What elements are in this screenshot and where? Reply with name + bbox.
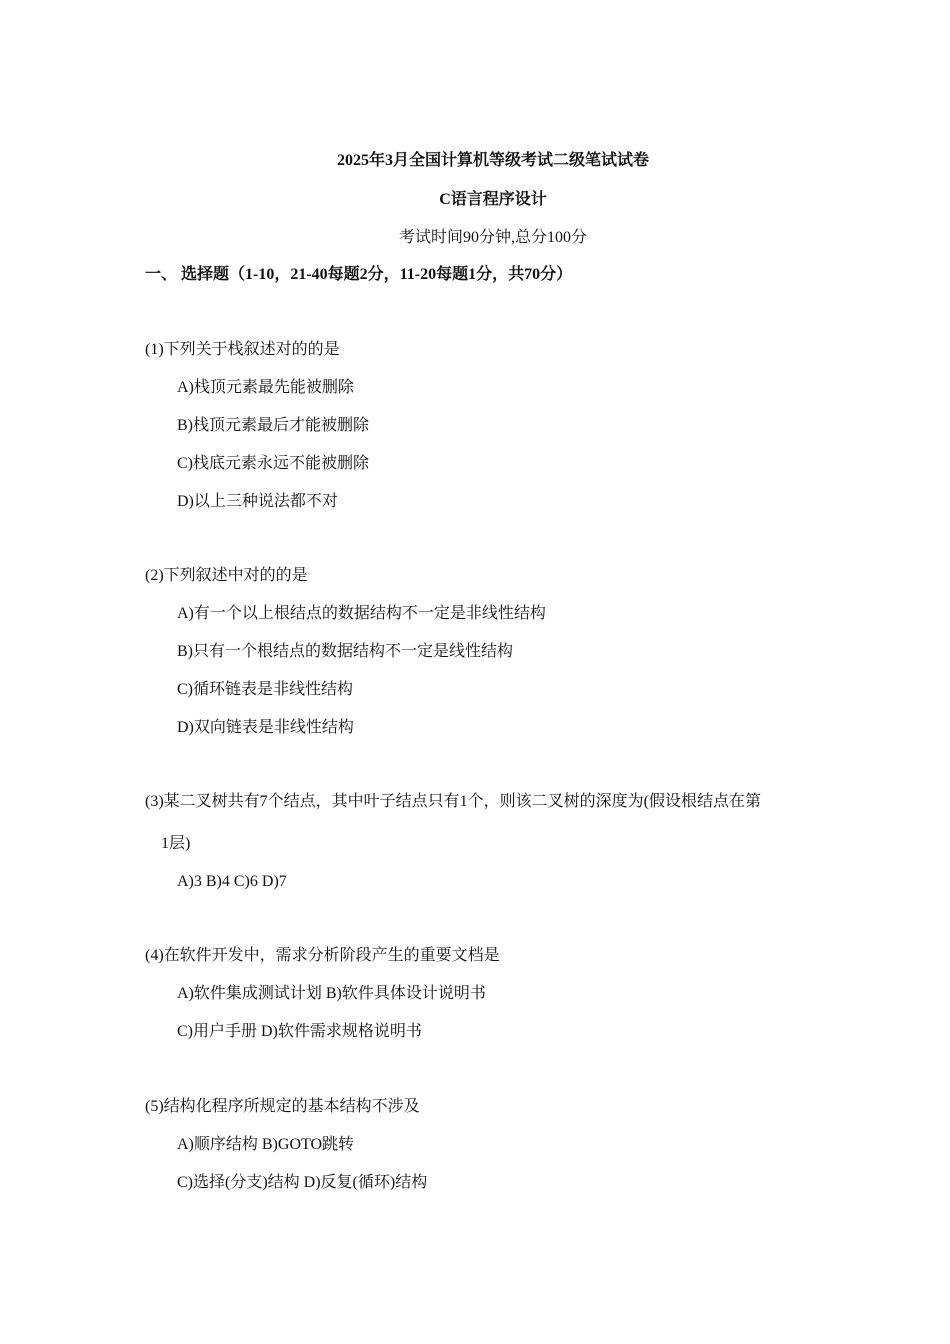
- question-4-options-cd: C)用户手册 D)软件需求规格说明书: [177, 1023, 422, 1040]
- question-2-option-b: B)只有一个根结点的数据结构不一定是线性结构: [177, 643, 514, 660]
- question-1-option-d: D)以上三种说法都不对: [177, 493, 338, 510]
- question-2-option-a: A)有一个以上根结点的数据结构不一定是非线性结构: [177, 605, 546, 622]
- question-1-option-a: A)栈顶元素最先能被删除: [177, 379, 354, 396]
- exam-subtitle: C语言程序设计: [439, 191, 547, 208]
- exam-info: 考试时间90分钟,总分100分: [398, 229, 587, 246]
- exam-title: 2025年3月全国计算机等级考试二级笔试试卷: [336, 152, 649, 169]
- question-3-stem: (3)某二叉树共有7个结点，其中叶子结点只有1个，则该二叉树的深度为(假设根结点在第: [145, 793, 761, 810]
- question-1-option-c: C)栈底元素永远不能被删除: [177, 455, 370, 472]
- question-1-stem: (1)下列关于栈叙述对的的是: [145, 341, 340, 358]
- question-2-option-c: C)循环链表是非线性结构: [177, 681, 354, 698]
- question-2-option-d: D)双向链表是非线性结构: [177, 719, 354, 736]
- question-5-options-cd: C)选择(分支)结构 D)反复(循环)结构: [177, 1174, 428, 1191]
- question-2-stem: (2)下列叙述中对的的是: [145, 567, 308, 584]
- question-3-options: A)3 B)4 C)6 D)7: [177, 873, 287, 890]
- question-4-stem: (4)在软件开发中，需求分析阶段产生的重要文档是: [145, 947, 500, 964]
- question-1-option-b: B)栈顶元素最后才能被删除: [177, 417, 370, 434]
- question-5-options-ab: A)顺序结构 B)GOTO跳转: [177, 1136, 355, 1153]
- question-3-stem-continued: 1层): [161, 835, 191, 852]
- section-heading: 一、 选择题（1-10，21-40每题2分，11-20每题1分，共70分）: [145, 266, 573, 283]
- question-4-options-ab: A)软件集成测试计划 B)软件具体设计说明书: [177, 985, 486, 1002]
- question-5-stem: (5)结构化程序所规定的基本结构不涉及: [145, 1098, 420, 1115]
